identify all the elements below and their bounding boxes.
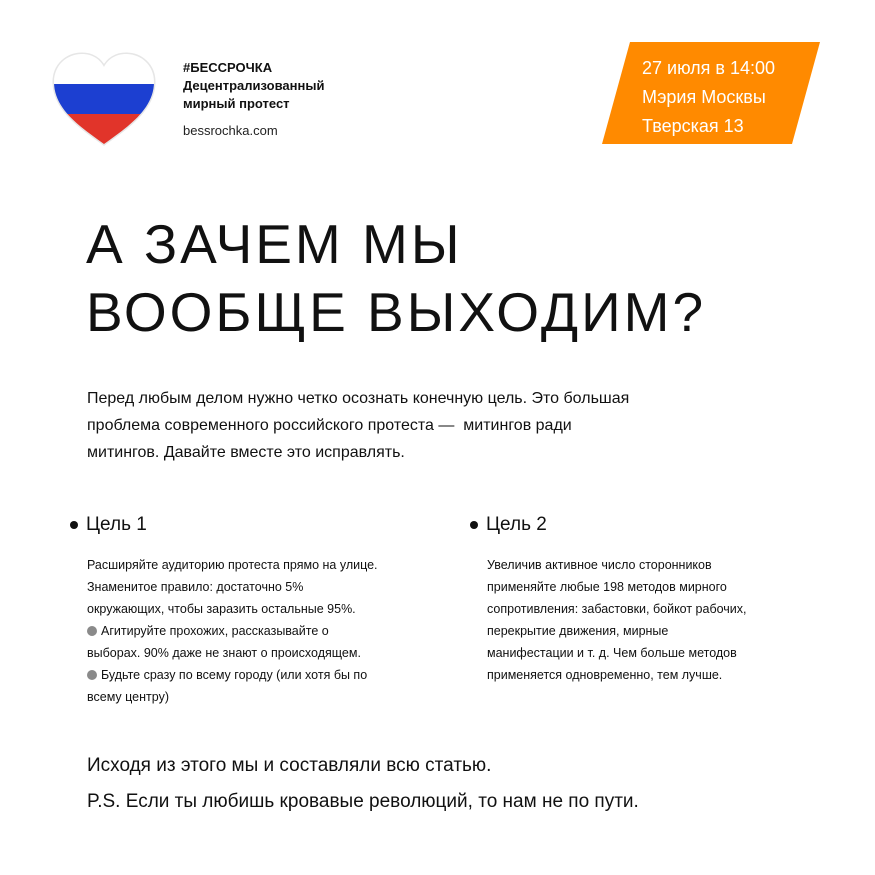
footer-text xyxy=(87,748,639,820)
goal-1 xyxy=(70,512,430,708)
bullet-icon xyxy=(470,521,478,529)
goal-2-line: Увеличив активное число сторонников xyxy=(487,558,712,572)
goal-1-line: Расширяйте аудиторию протеста прямо на улице. xyxy=(87,558,378,572)
intro-line: Перед любым делом нужно четко осознать конечную цель. Это большая xyxy=(87,390,630,407)
goal-2-body xyxy=(487,554,810,686)
event-place: Мэрия Москвы xyxy=(642,87,766,107)
goal-2-line: применяйте любые 198 методов мирного xyxy=(487,580,727,594)
russian-flag-heart-icon xyxy=(52,52,156,146)
intro-line: проблема современного российского протеста — митингов ради xyxy=(87,417,572,434)
page-title xyxy=(86,210,706,346)
bullet-icon xyxy=(70,521,78,529)
tagline-line2: мирный протест xyxy=(183,96,290,111)
goal-1-line: Знаменитое правило: достаточно 5% xyxy=(87,580,304,594)
gray-bullet-icon xyxy=(87,626,97,636)
goal-1-line: Агитируйте прохожих, рассказывайте о xyxy=(87,620,430,642)
headline-line1: А ЗАЧЕМ МЫ xyxy=(86,213,463,275)
footer-line1: Исходя из этого мы и составляли всю статью. xyxy=(87,755,492,776)
goal-2-line: сопротивления: забастовки, бойкот рабочих, xyxy=(487,602,747,616)
goal-1-line: окружающих, чтобы заразить остальные 95%. xyxy=(87,602,356,616)
goal-1-title: Цель 1 xyxy=(70,512,430,538)
goal-2-line: перекрытие движения, мирные xyxy=(487,624,669,638)
goal-1-body xyxy=(87,554,430,708)
goal-1-line: выборах. 90% даже не знают о происходящем. xyxy=(87,646,361,660)
tagline-line1: Децентрализованный xyxy=(183,78,325,93)
intro-paragraph xyxy=(87,385,777,466)
goal-1-line: всему центру) xyxy=(87,690,169,704)
intro-line: митингов. Давайте вместе это исправлять. xyxy=(87,444,405,461)
hashtag: #БЕССРОЧКА xyxy=(183,60,273,75)
headline-line2: ВООБЩЕ ВЫХОДИМ? xyxy=(86,281,707,343)
website-link[interactable]: bessrochka.com xyxy=(183,123,278,138)
event-badge xyxy=(602,42,820,144)
goal-2-line: манифестации и т. д. Чем больше методов xyxy=(487,646,737,660)
goal-2-line: применяется одновременно, тем лучше. xyxy=(487,668,723,682)
footer-line2: P.S. Если ты любишь кровавые революций, то нам не по пути. xyxy=(87,791,639,812)
event-address: Тверская 13 xyxy=(642,116,744,136)
gray-bullet-icon xyxy=(87,670,97,680)
goal-2-title: Цель 2 xyxy=(470,512,810,538)
goal-1-line: Будьте сразу по всему городу (или хотя бы по xyxy=(87,664,430,686)
goal-2 xyxy=(470,512,810,686)
event-date-time: 27 июля в 14:00 xyxy=(642,58,776,78)
